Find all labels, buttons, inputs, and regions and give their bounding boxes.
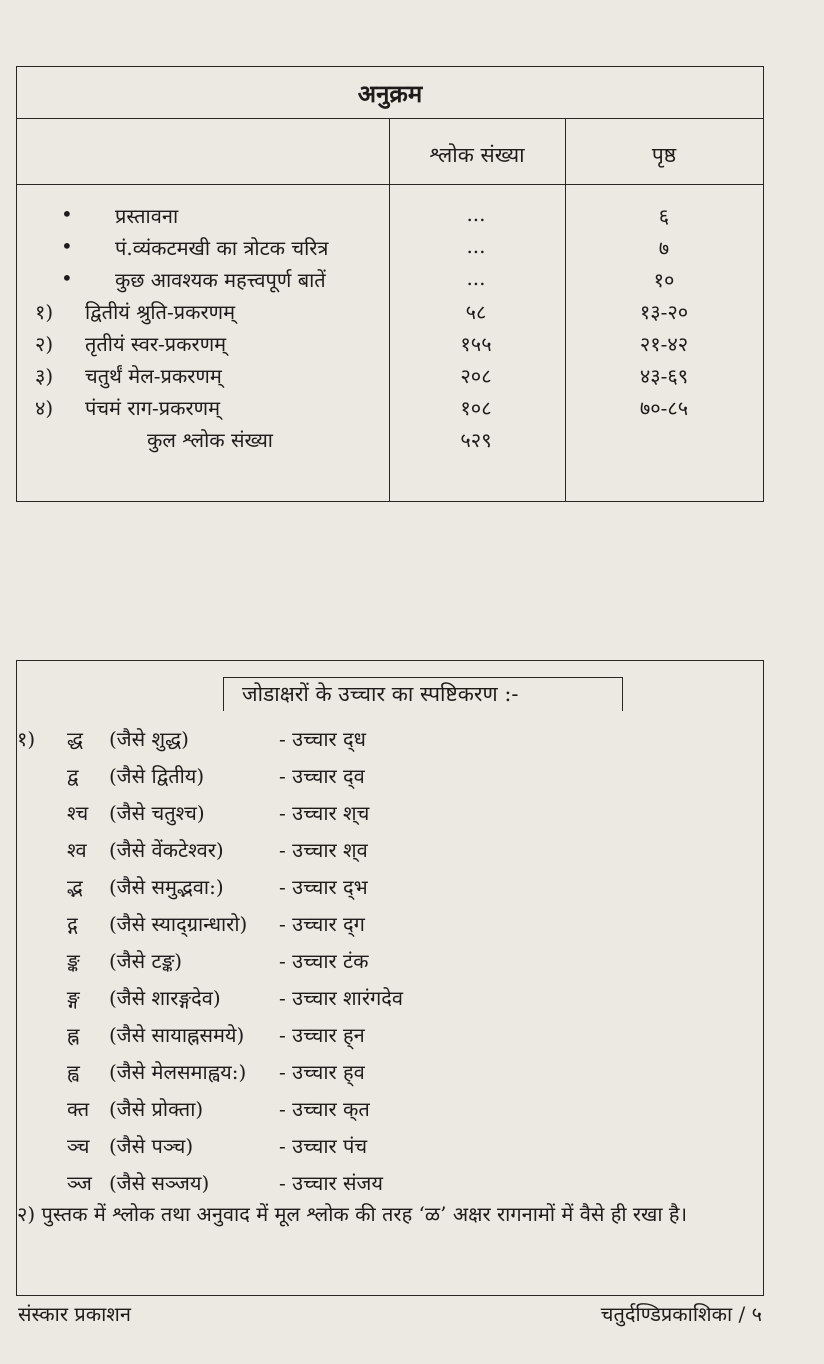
- toc-row-title: कुल श्लोक संख्या: [147, 428, 273, 452]
- toc-row-title: पंचमं राग-प्रकरणम्: [85, 396, 221, 420]
- conjunct-pronunciation: - उच्चार क्‌त: [279, 1097, 370, 1121]
- toc-row-page: १३-२०: [639, 300, 689, 324]
- conjunct-glyph: द्व: [67, 764, 79, 788]
- toc-row-title: कुछ आवश्यक महत्त्वपूर्ण बातें: [115, 268, 326, 292]
- conjunct-glyph: श्व: [67, 838, 87, 862]
- conjunct-row-number: १): [17, 727, 36, 751]
- table-of-contents: [16, 66, 764, 502]
- conjunct-example: (जैसे द्वितीय): [109, 764, 205, 788]
- conjunct-glyph: ञ्ज: [67, 1171, 92, 1195]
- conjunct-row: [17, 945, 763, 982]
- toc-row-page: ७: [658, 236, 670, 260]
- conjunct-pronunciation: - उच्चार श्‌व: [279, 838, 368, 862]
- toc-row-title: चतुर्थं मेल-प्रकरणम्: [85, 364, 222, 388]
- conjunct-example: (जैसे सञ्जय): [109, 1171, 210, 1195]
- conjunct-row: [17, 1093, 763, 1130]
- toc-row-number: २): [35, 332, 54, 356]
- toc-row-page: २१-४२: [639, 332, 689, 356]
- conjunct-glyph: श्च: [67, 801, 89, 825]
- conjunct-row: [17, 1130, 763, 1167]
- conjunct-rows: [17, 723, 763, 1204]
- conjunct-row: [17, 834, 763, 871]
- conjunct-row: [17, 1019, 763, 1056]
- conjunct-example: (जैसे शारङ्गदेव): [109, 986, 221, 1010]
- footer-publisher: संस्कार प्रकाशन: [18, 1302, 131, 1326]
- toc-header-row: [17, 119, 763, 185]
- conjunct-example: (जैसे प्रोक्ता): [109, 1097, 204, 1121]
- conjunct-pronunciation: - उच्चार द्‌ध: [279, 727, 366, 751]
- toc-row-count: १५५: [460, 332, 492, 356]
- toc-title: अनुक्रम: [357, 79, 423, 108]
- conjunct-heading-box: [223, 677, 623, 711]
- conjunct-row: [17, 797, 763, 834]
- conjunct-glyph: द्ध: [67, 727, 83, 751]
- toc-row: [17, 393, 763, 425]
- toc-row: [17, 233, 763, 265]
- footer-book-page: चतुर्दण्डिप्रकाशिका / ५: [600, 1302, 762, 1326]
- toc-row-page: ७०-८५: [639, 396, 689, 420]
- toc-row: [17, 361, 763, 393]
- conjunct-pronunciation: - उच्चार शारंगदेव: [279, 986, 403, 1010]
- conjunct-pronunciation: - उच्चार द्‌भ: [279, 875, 368, 899]
- toc-header-shloka-count: श्लोक संख्या: [429, 143, 525, 167]
- toc-row-count: ५२९: [460, 428, 492, 452]
- toc-row-count: ५८: [465, 300, 487, 324]
- conjunct-glyph: ह्न: [67, 1023, 80, 1047]
- toc-row-count: ...: [466, 202, 486, 226]
- conjunct-pronunciation: - उच्चार संजय: [279, 1171, 383, 1195]
- conjunct-glyph: ङ्ग: [67, 986, 80, 1010]
- conjunct-glyph: द्भ: [67, 875, 83, 899]
- toc-row: [17, 265, 763, 297]
- toc-row-number: १): [35, 300, 54, 324]
- conjunct-note: २) पुस्तक में श्लोक तथा अनुवाद में मूल श्लोक की तरह ‘ळ’ अक्षर रागनामों में वैसे ही रखा है।: [17, 1202, 688, 1226]
- toc-row-title: तृतीयं स्वर-प्रकरणम्: [85, 332, 227, 356]
- conjunct-example: (जैसे समुद्भवा:): [109, 875, 224, 899]
- conjunct-example: (जैसे शुद्ध): [109, 727, 189, 751]
- toc-row-page: १०: [653, 268, 675, 292]
- conjunct-glyph: ञ्च: [67, 1134, 90, 1158]
- conjunct-example: (जैसे पञ्च): [109, 1134, 194, 1158]
- bullet-icon: •: [61, 202, 73, 226]
- toc-title-row: [17, 67, 763, 119]
- conjunct-example: (जैसे चतुश्च): [109, 801, 205, 825]
- conjunct-example: (जैसे टङ्क): [109, 949, 183, 973]
- conjunct-pronunciation: - उच्चार पंच: [279, 1134, 368, 1158]
- toc-header-page: पृष्ठ: [651, 143, 677, 167]
- conjunct-row: [17, 723, 763, 760]
- conjunct-glyph: ङ्क: [67, 949, 80, 973]
- bullet-icon: •: [61, 234, 73, 258]
- toc-row: [17, 425, 763, 457]
- conjunct-heading: जोडाक्षरों के उच्चार का स्पष्टिकरण :-: [242, 682, 519, 706]
- conjunct-row: [17, 760, 763, 797]
- conjunct-pronunciation: - उच्चार श्‌च: [279, 801, 370, 825]
- conjunct-row: [17, 871, 763, 908]
- toc-row-count: ...: [466, 266, 486, 290]
- toc-row-count: १०८: [460, 396, 492, 420]
- conjunct-row: [17, 982, 763, 1019]
- conjunct-example: (जैसे सायाह्नसमये): [109, 1023, 245, 1047]
- toc-row: [17, 201, 763, 233]
- conjunct-glyph: द्ग: [67, 912, 78, 936]
- conjunct-pronunciation: - उच्चार ह्‌न: [279, 1023, 365, 1047]
- toc-row-number: ३): [35, 364, 54, 388]
- conjunct-pronunciation: - उच्चार द्‌व: [279, 764, 365, 788]
- conjunct-example: (जैसे मेलसमाह्वय:): [109, 1060, 247, 1084]
- bullet-icon: •: [61, 266, 73, 290]
- conjunct-row: [17, 908, 763, 945]
- toc-row-title: पं.व्यंकटमखी का त्रोटक चरित्र: [115, 236, 329, 260]
- conjunct-example: (जैसे स्याद्ग्रान्धारो): [109, 912, 248, 936]
- toc-row-page: ४३-६९: [639, 364, 689, 388]
- toc-row-title: प्रस्तावना: [115, 204, 179, 228]
- toc-row: [17, 329, 763, 361]
- conjunct-glyph: क्त: [67, 1097, 90, 1121]
- toc-rows: [17, 201, 763, 457]
- conjunct-pronunciation: - उच्चार द्‌ग: [279, 912, 365, 936]
- toc-row-number: ४): [35, 396, 54, 420]
- toc-row-count: २०८: [460, 364, 492, 388]
- conjunct-pronunciation: - उच्चार टंक: [279, 949, 369, 973]
- toc-row: [17, 297, 763, 329]
- conjunct-clarification-box: [16, 660, 764, 1296]
- toc-row-count: ...: [466, 234, 486, 258]
- toc-row-title: द्वितीयं श्रुति-प्रकरणम्: [85, 300, 236, 324]
- conjunct-example: (जैसे वेंकटेश्वर): [109, 838, 224, 862]
- toc-row-page: ६: [658, 204, 670, 228]
- conjunct-pronunciation: - उच्चार ह्‌व: [279, 1060, 365, 1084]
- conjunct-row: [17, 1056, 763, 1093]
- conjunct-glyph: ह्व: [67, 1060, 80, 1084]
